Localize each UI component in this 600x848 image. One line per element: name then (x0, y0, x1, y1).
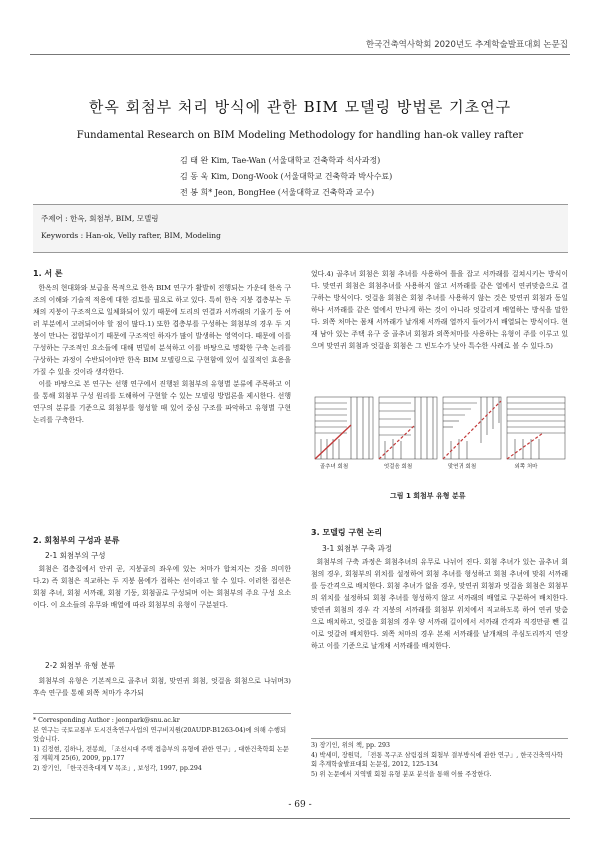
figure-label-1: 골추녀 회첨 (319, 464, 349, 470)
footnote-rule-right (311, 738, 568, 739)
section-3-1-heading: 3-1 회첨부 구축 과정 (322, 544, 393, 553)
author-1: 김 태 완 Kim, Tae-Wan (서울대학교 건축학과 석사과정) (180, 156, 381, 165)
figure-label-4: 외쪽 처마 (514, 464, 538, 470)
footnote-corresponding: * Corresponding Author : jeonpark@snu.ac.kr (33, 717, 180, 724)
figure-panel-1 (315, 397, 373, 459)
english-title: Fundamental Research on BIM Modeling Methodology for handling han-ok valley rafter (76, 130, 524, 141)
left-footnotes (33, 716, 291, 773)
keywords-english: Keywords : Han-ok, Velly rafter, BIM, Modeling (41, 231, 221, 240)
section-2-2-heading: 2-2 회첨부 유형 분류 (45, 661, 116, 670)
section-2-2-paragraph: 회첨부의 유형은 기본적으로 골추녀 회첨, 맞연귀 회첨, 엇걸음 회첨으로 나뉘며3) 후속 연구를 통해 외쪽 처마가 추가되 (33, 677, 291, 697)
keywords-box (33, 204, 568, 253)
left-text-block-2 (33, 563, 291, 611)
figure-panel-2 (379, 397, 437, 459)
running-header: 한국건축역사학회 2020년도 추계학술발표대회 논문집 (365, 40, 568, 50)
footnote-3: 3) 장기인, 위의 책, pp. 293 (311, 742, 391, 749)
author-2: 김 동 욱 Kim, Dong-Wook (서울대학교 건축학과 박사수료) (180, 172, 393, 181)
section-3-1-paragraph: 회첨부의 구축 과정은 회첨추녀의 유무로 나뉘어 진다. 회첨 추녀가 있는 골추녀 회첨의 경우, 회첨부의 위치를 설정하여 회첨 추녀를 형성하고 회첨 추녀에 맞춰 서까래를 등간격으로 배치한다. 회첨 추녀가 없을 경우, 맞연귀 회첨과 엇걸음 회첨은 회첨부의 위치를 설정하되 회첨 추녀를 형성하지 않고 서까래의 배열로 구분하여 배치한다. 맞연귀 회첨의 경우 각 지붕의 서까래를 회첨부 위치에서 직교하도록 하여 연귀 맞춤으로 배치하고, 엇걸음 회첨의 경우 양 서까래 길이에서 서까래 간격과 직경만큼 뺀 길이로 엇갈려 배치한다. 외쪽 처마의 경우 본채 서까래를 날개채의 주심도리까지 연장하고 이를 기준으로 날개채 서까래를 배치한다. (311, 558, 568, 650)
korean-title: 한옥 회첨부 처리 방식에 관한 BIM 모델링 방법론 기초연구 (88, 98, 512, 116)
right-text-block-1 (311, 268, 568, 352)
header-rule (30, 54, 570, 55)
footnote-funding: 본 연구는 국토교통부 도시건축연구사업의 연구비지원(20AUDP-B1263-04)에 의해 수행되었습니다. (33, 726, 287, 743)
right-footnotes (311, 741, 568, 779)
footnote-2: 2) 장기인, 「한국건축대계 V 목조」, 보성각, 1997, pp.294 (33, 764, 202, 772)
right-text-block-2 (311, 556, 568, 652)
page-number: - 69 - (288, 800, 312, 810)
footnote-rule-left (33, 713, 291, 714)
figure-label-3: 맞연귀 회첨 (447, 464, 477, 470)
section-2-1-paragraph: 회첨은 겹층집에서 안귀 곧, 지붕골의 좌우에 있는 처마가 합쳐지는 것을 의미한다.2) 즉 회첨은 직교하는 두 지붕 몸에가 접하는 선이라고 할 수 있다. 이러한 접선은 회첨 추녀, 회첨 서까래, 회첨 기둥, 회첨골로 구성되며 이는 회첨부의 주요 구성 요소이다. 이 요소들의 유무와 배열에 따라 회첨부의 유형이 구분된다. (33, 565, 291, 609)
figure-panel-3 (443, 397, 501, 459)
footnote-1: 1) 김정현, 김하나, 전봉희, 「조선시대 주택 겹층부의 유형에 관한 연구」, 대한건축학회 논문집 계획계 25(6), 2009, pp.177 (33, 745, 289, 762)
keywords-korean: 주제어 : 한옥, 회첨부, BIM, 모델링 (41, 214, 159, 223)
left-text-block-3 (33, 675, 291, 699)
footer-rule (30, 818, 570, 819)
author-3: 전 봉 희* Jeon, BongHee (서울대학교 건축학과 교수) (180, 188, 375, 197)
section-2-1-heading: 2-1 회첨부의 구성 (45, 551, 106, 560)
footnote-4: 4) 박세미, 장원덕, 「전통 목구조 삼림집의 회첨부 결부방식에 관한 연구」, 한국건축역사학회 추계학술발표대회 논문집, 2012, 125-134 (311, 751, 563, 768)
figure-1-caption: 그림 1 회첨부 유형 분류 (390, 492, 466, 500)
intro-paragraph-1: 한옥의 현대화와 보급을 목적으로 한옥 BIM 연구가 활발히 진행되는 가운데 한옥 구조의 이해와 기술적 적용에 대한 검토를 필요로 하고 있다. 특히 한옥 지붕 겹층부는 두 채의 지붕이 구조적으로 일체화되어 있기 때문에 도리의 연결과 서까래의 기울기 등 여러 부분에서 고려되어야 할 점이 많다.1) 또한 겹층부를 구성하는 회첨부의 경우 두 지붕이 만나는 접합부이기 때문에 구조적인 하자가 많이 발생하는 영역이다. 때문에 이를 구성하는 구조적인 요소들에 대해 면밀히 분석하고 이를 바탕으로 명확한 구축 논리를 구상하는 과정이 수반되어야만 한옥 BIM 모델링으로 구현함에 있어 실질적인 효용을 가질 수 있을 것이라 생각한다. (33, 284, 291, 376)
figure-label-2: 엇걸음 회첨 (383, 464, 413, 470)
section-1-heading: 1. 서 론 (33, 269, 63, 278)
section-2-heading: 2. 회첨부의 구성과 분류 (33, 536, 120, 545)
figure-panel-4 (507, 397, 565, 459)
left-text-block-1 (33, 282, 291, 426)
intro-paragraph-2: 이를 바탕으로 본 연구는 선행 연구에서 진행된 회첨부의 유형별 분류에 주목하고 이를 통해 회첨부 구성 원리를 도해하여 구현할 수 있는 모델링 방법론을 제시한다. 선행 연구의 분류를 기준으로 회첨부를 형성할 때 있어 중심 구조를 파악하고 유형별 구현 논리를 구축한다. (33, 380, 291, 424)
section-3-heading: 3. 모델링 구현 논리 (311, 528, 383, 537)
right-paragraph-1: 었다.4) 골추녀 회첨은 회첨 추녀를 사용하여 틀을 잡고 서까래를 걸쳐시키는 방식이다. 맞연귀 회첨은 회첨추녀를 사용하지 않고 서까래를 같은 열에서 연귀맞춤으로 결구하는 방식이다. 엇걸음 회첨은 회첨 추녀를 사용하지 않는 것은 맞연귀 회첨과 동일하나 서까래를 같은 열에서 만나게 하는 것이 아니라 엇갈리게 배열하는 방식을 말한다. 외쪽 처마는 몸채 서까래가 날개채 서까래 열까지 들어가서 배열되는 방식이다. 현재 남아 있는 주택 유구 중 골추녀 회첨과 외쪽처마를 사용하는 유형이 주를 이루고 있으며 맞연귀 회첨과 엇걸음 회첨은 그 빈도수가 낮아 특수한 사례로 볼 수 있다.5) (311, 270, 568, 350)
footnote-5: 5) 위 논문에서 지역별 회첨 유형 분포 분석을 통해 이를 주장한다. (311, 770, 492, 778)
